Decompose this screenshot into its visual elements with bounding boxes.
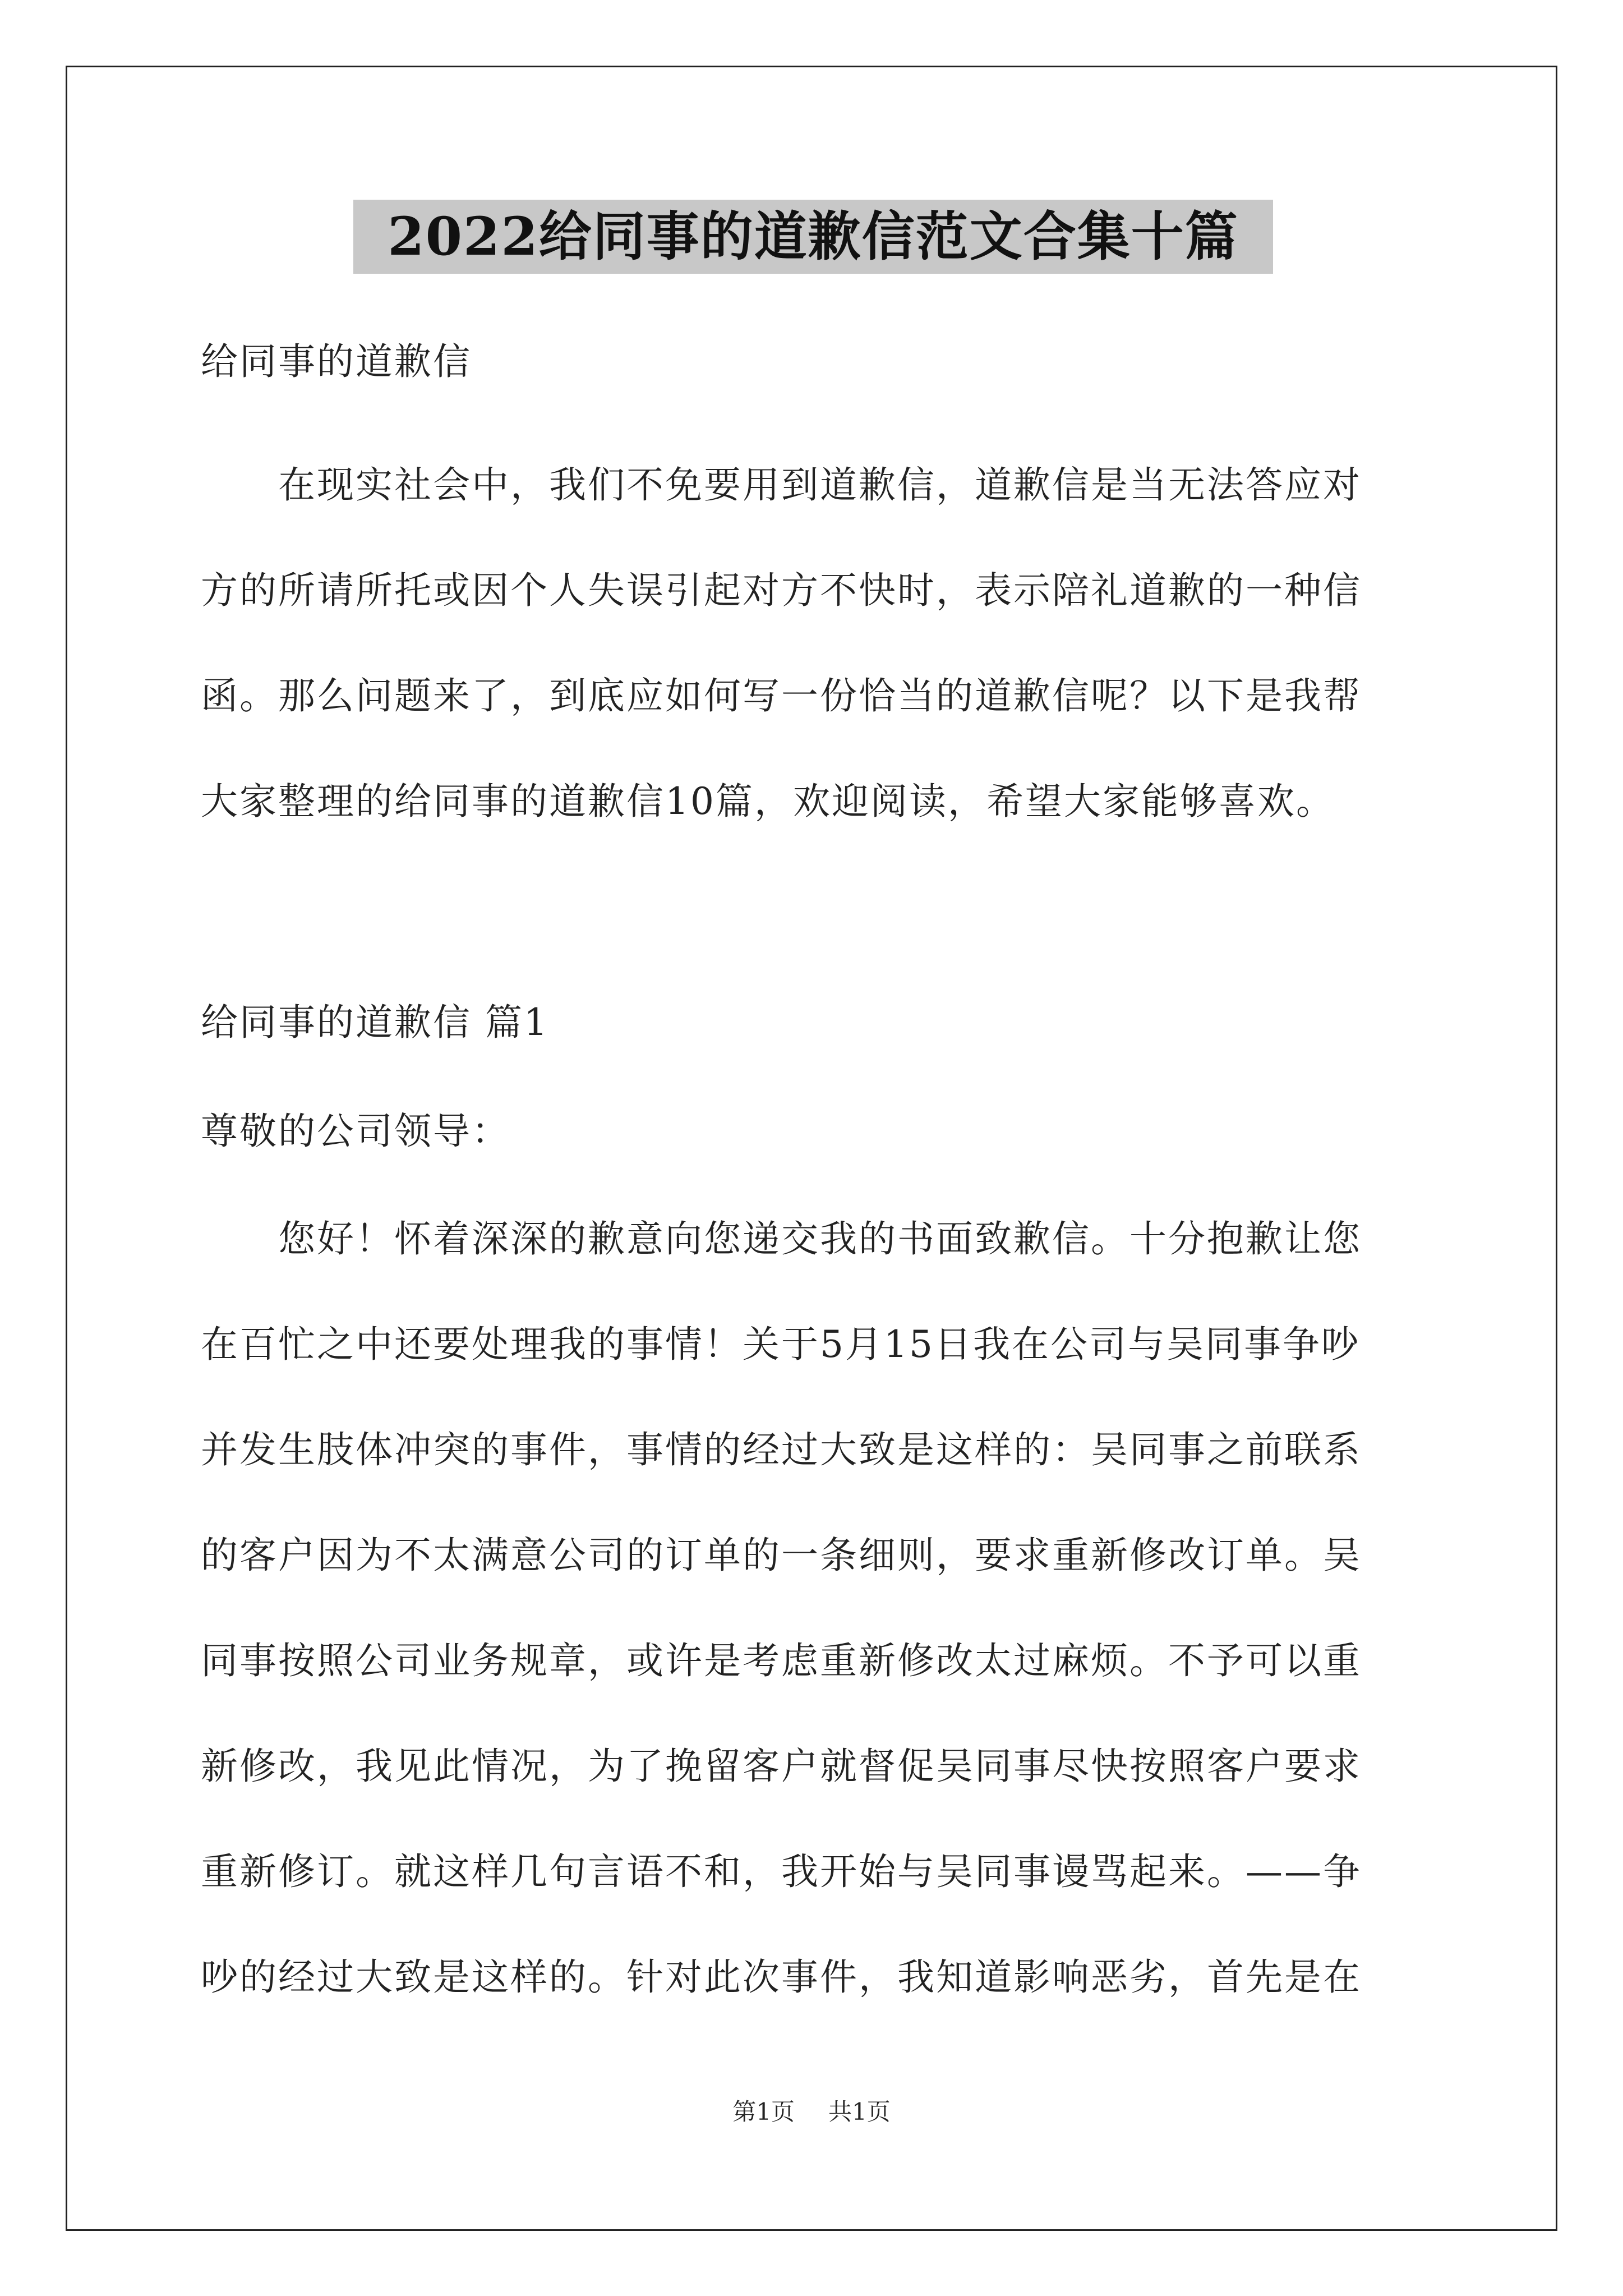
paragraph-line: 您好！怀着深深的歉意向您递交我的书面致歉信。十分抱歉让您 — [201, 1217, 1362, 1260]
section-heading: 给同事的道歉信 — [201, 340, 472, 383]
paragraph-line: 同事按照公司业务规章，或许是考虑重新修改太过麻烦。不予可以重 — [201, 1639, 1362, 1682]
paragraph-line: 函。那么问题来了，到底应如何写一份恰当的道歉信呢？以下是我帮 — [201, 674, 1362, 717]
paragraph-line: 的客户因为不太满意公司的订单的一条细则，要求重新修改订单。吴 — [201, 1534, 1362, 1577]
paragraph-line: 大家整理的给同事的道歉信10篇，欢迎阅读，希望大家能够喜欢。 — [201, 780, 1335, 823]
section-heading: 给同事的道歉信 篇1 — [201, 1001, 549, 1044]
salutation: 尊敬的公司领导： — [201, 1110, 510, 1153]
paragraph-line: 在百忙之中还要处理我的事情！关于5月15日我在公司与吴同事争吵 — [201, 1323, 1360, 1366]
paragraph-line: 并发生肢体冲突的事件，事情的经过大致是这样的：吴同事之前联系 — [201, 1428, 1362, 1471]
paragraph-line: 新修改，我见此情况，为了挽留客户就督促吴同事尽快按照客户要求 — [201, 1745, 1362, 1788]
total-pages: 共1页 — [828, 2098, 891, 2125]
page-number: 第1页 — [732, 2098, 795, 2125]
paragraph-line: 方的所请所托或因个人失误引起对方不快时，表示陪礼道歉的一种信 — [201, 569, 1362, 612]
document-title: 2022给同事的道歉信范文合集十篇 — [353, 200, 1273, 274]
page-footer — [0, 2092, 1623, 2132]
paragraph-line: 在现实社会中，我们不免要用到道歉信，道歉信是当无法答应对 — [201, 463, 1362, 507]
paragraph-line: 吵的经过大致是这样的。针对此次事件，我知道影响恶劣，首先是在 — [201, 1955, 1362, 1999]
paragraph-line: 重新修订。就这样几句言语不和，我开始与吴同事谩骂起来。——争 — [201, 1850, 1362, 1893]
